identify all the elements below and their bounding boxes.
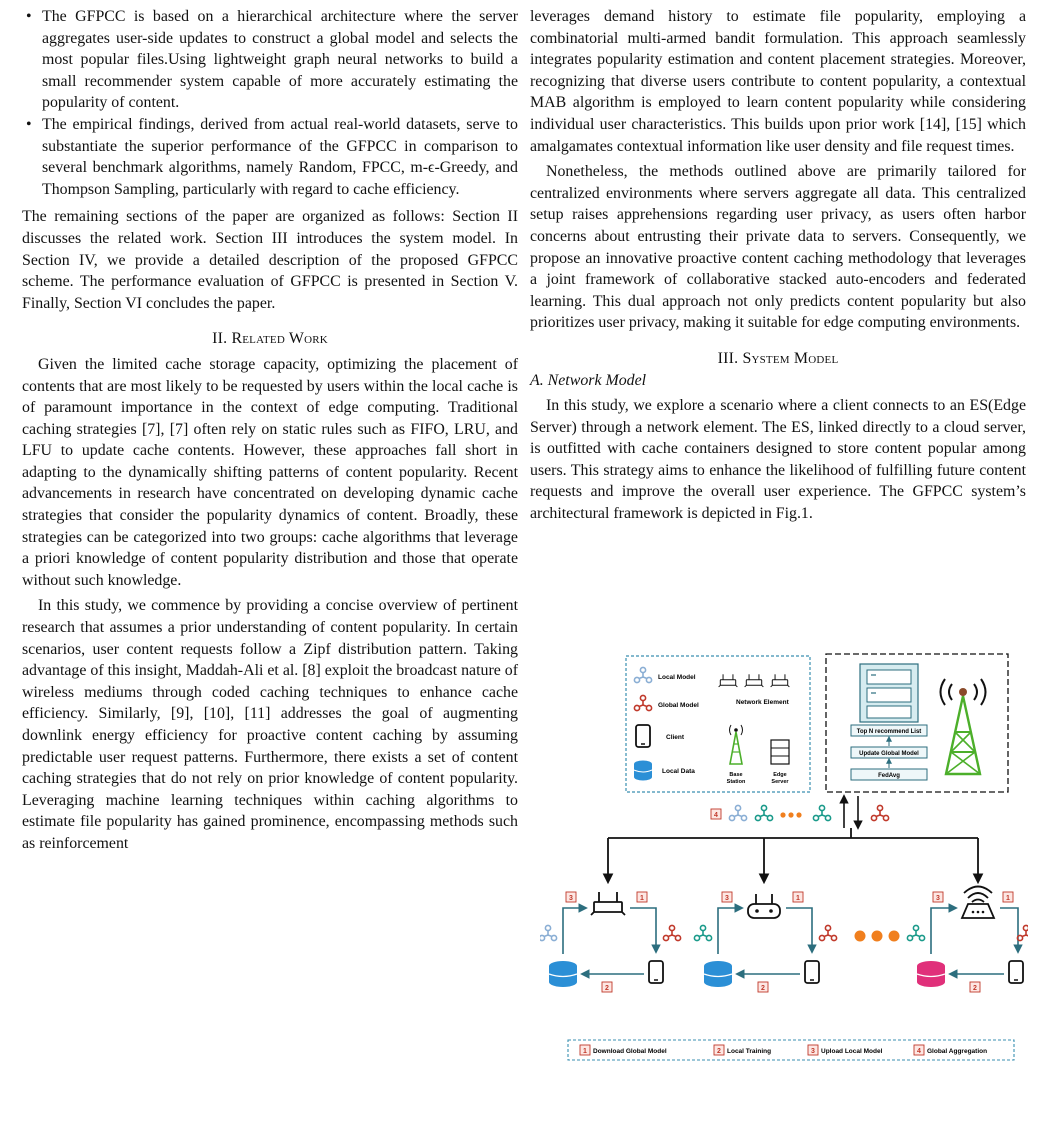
svg-text:3: 3 (569, 895, 573, 902)
related-work-paragraph: In this study, we commence by providing a concise overview of pertinent research that assumes a prior understanding of content popularity. In certain scenarios, user content requests follow a Zipf distribution pattern. Taking advantage of this insight, Maddah-Ali et al. [8] exploit the broadcast nature of wireless mediums through coded caching techniques to enhance cache efficiency. Similarly, [9], [10], [11] addresses the goal of augmenting downlink energy efficiency for proactive content caching by assuming predictable user request patterns. Furthermore, there exists a set of content caching strategies that do not rely on prior knowledge of content popularity. Leveraging machine learning techniques within caching algorithms to estimate file popularity has gained prominence, encompassing methods such as reinforcement (22, 597, 518, 852)
client-cluster-2 (694, 892, 836, 992)
server-step-update-global: Update Global Model (859, 751, 919, 757)
client-phone-icon (636, 725, 650, 747)
global-model-icon (634, 695, 651, 710)
related-work-paragraph: Given the limited cache storage capacity, optimizing the placement of contents that are most likely to be requested by users within the local cache is of paramount importance in the context of edge computing. Traditional caching strategies [7], [7] often rely on static rules such as FIFO, LRU, and LFU to update cache contents. However, these approaches fall short in adapting to the dynamically shifting patterns of content popularity. Recent advancements in research have concentrated on developing dynamic cache strategies that consider the popularity dynamics of content. Broadly, these strategies can be categorized into two groups: cache algorithms that leverage a priori knowledge of content popularity distribution and those that operate without such knowledge. (22, 355, 518, 589)
legend-network-element: Network Element (736, 699, 789, 706)
system-architecture-figure (540, 652, 1028, 1122)
router-icon (591, 892, 625, 915)
legend-local-data: Local Data (662, 768, 695, 775)
svg-text:2: 2 (761, 985, 765, 992)
svg-text:3: 3 (811, 1048, 815, 1055)
body-paragraph: Nonetheless, the methods outlined above are primarily tailored for centralized environments where servers aggregate all data. This centralized setup raises apprehensions regarding user privacy, as users often harbor concerns about entrusting their private data to servers. Consequently, we propose an innovative proactive content caching methodology that leverages a joint framework of collaborative stacked auto-encoders and federated learning. This dual approach not only predicts content popularity but also prioritizes user privacy, making it suitable for edge computing environments. (530, 163, 1026, 332)
legend-global-aggregation: Global Aggregation (927, 1048, 988, 1055)
legend-edge-server-1: Edge (773, 772, 787, 778)
legend-edge-server-2: Server (771, 779, 789, 785)
svg-text:1: 1 (1006, 895, 1010, 902)
svg-text:3: 3 (936, 895, 940, 902)
svg-text:2: 2 (973, 985, 977, 992)
legend-download-global: Download Global Model (593, 1048, 667, 1055)
legend-base-station-1: Base (729, 772, 743, 778)
legend-local-model: Local Model (658, 674, 696, 681)
contribution-list (22, 6, 518, 200)
global-model-icon (871, 805, 888, 820)
more-clients-dots (855, 931, 900, 942)
legend-global-model: Global Model (658, 702, 699, 709)
legend-base-station-2: Station (726, 779, 746, 785)
router-icon (748, 894, 780, 918)
distribution-lines (608, 828, 978, 882)
client-phone-icon (649, 961, 663, 983)
svg-text:1: 1 (796, 895, 800, 902)
local-model-icon (729, 805, 746, 820)
organization-paragraph: The remaining sections of the paper are organized as follows: Section II discusses the related work. Section III introduces the system model. In Section IV, we provide a detailed description of the proposed GFPCC scheme. The performance evaluation of GFPCC is presented in Section V. Finally, Section VI concludes the paper. (22, 208, 518, 312)
local-model-icon (755, 805, 772, 820)
cell-tower-icon (941, 679, 986, 774)
client-cluster-3 (907, 887, 1028, 993)
server-step-fedavg: FedAvg (878, 773, 900, 779)
svg-text:3: 3 (725, 895, 729, 902)
legend-upload-local: Upload Local Model (821, 1048, 883, 1055)
icon-legend-box (626, 656, 810, 792)
edge-server-icon (771, 740, 789, 764)
left-column (22, 6, 518, 855)
badge-step-4: 4 (714, 812, 718, 819)
subsection-heading: A. Network Model (530, 371, 647, 389)
local-data-icon (549, 961, 577, 987)
local-data-icon (917, 961, 945, 987)
body-paragraph: leverages demand history to estimate file popularity, employing a combinatorial multi-armed bandit formulation. This approach seamlessly integrates popularity estimation and content placement strategies. Moreover, recognizing that diverse users contribute to content popularity, a contextual MAB algorithm is employed to learn content popularity while considering individual user characteristics. This builds upon prior work [14], [15] which amalgamates contextual information like user density and file request times. (530, 8, 1026, 155)
bullet-item: • The empirical findings, derived from actual real-world datasets, serve to substantiate the superior performance of the GFPCC in comparison to several benchmark algorithms, namely Random, FPCC, m-ϵ-Greedy, and Thompson Sampling, particularly with regard to cache efficiency. (26, 115, 518, 198)
step-legend (568, 1040, 1014, 1060)
legend-local-training: Local Training (727, 1048, 772, 1055)
section-heading-related-work: II. Related Work (212, 330, 328, 348)
client-phone-icon (1009, 961, 1023, 983)
client-cluster-1 (540, 892, 681, 992)
aggregation-row (711, 796, 889, 828)
body-paragraph: In this study, we explore a scenario where a client connects to an ES(Edge Server) through a network element. The ES, linked directly to a cloud server, is outfitted with cache containers designed to store content popular among users. This strategy aims to enhance the likelihood of fulfilling future content requests and improve the overall user experience. The GFPCC system’s architectural framework is depicted in Fig.1. (530, 397, 1026, 523)
server-rack-icon (860, 664, 918, 722)
local-model-icon (813, 805, 830, 820)
server-box (826, 654, 1008, 792)
section-heading-system-model: III. System Model (717, 349, 839, 367)
svg-text:1: 1 (640, 895, 644, 902)
legend-client: Client (666, 734, 685, 741)
svg-text:2: 2 (717, 1048, 721, 1055)
client-phone-icon (805, 961, 819, 983)
network-element-icons (719, 674, 790, 687)
svg-text:4: 4 (917, 1048, 921, 1055)
local-data-icon (634, 761, 652, 781)
server-step-top-n: Top N recommend List (856, 729, 922, 735)
bullet-item: • The GFPCC is based on a hierarchical architecture where the server aggregates user-side updates to construct a global model and selects the most popular files.Using lightweight graph neural networks to build a small recommender system capable of more accurately estimating the popularity of content. (26, 8, 518, 112)
local-data-icon (704, 961, 732, 987)
svg-text:2: 2 (605, 985, 609, 992)
local-model-icon (634, 667, 651, 682)
right-column (530, 6, 1026, 525)
svg-text:1: 1 (583, 1048, 587, 1055)
base-station-icon (730, 725, 743, 764)
wifi-router-icon (962, 887, 994, 919)
